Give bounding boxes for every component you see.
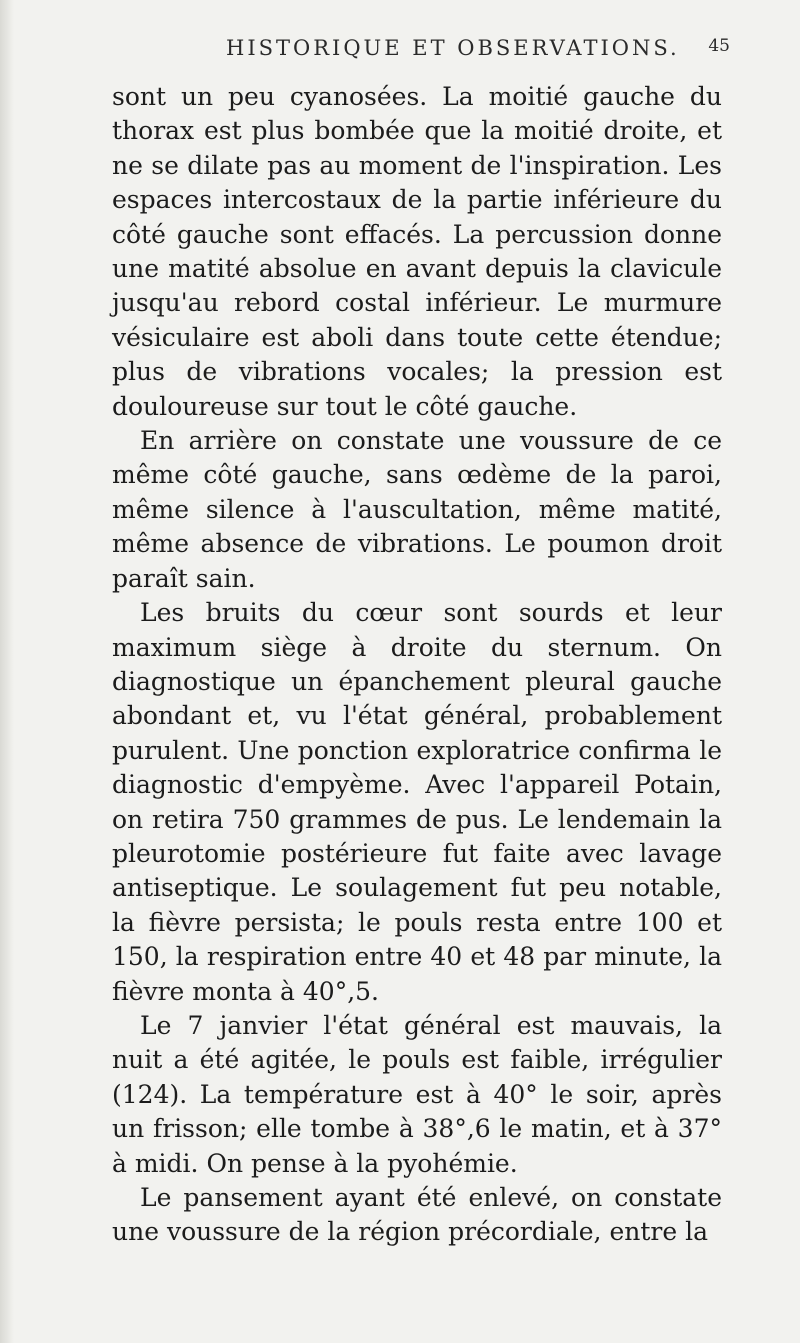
- paragraph-2: En arrière on constate une voussure de ce même côté gauche, sans œdème de la paroi, même silence à l'auscultation, même matité, même absence de vibrations. Le poumon droit paraît sain.: [112, 426, 722, 593]
- paragraph-4: Le 7 janvier l'état général est mauvais, la nuit a été agitée, le pouls est faible, irrégulier (124). La température est à 40° le soir, après un frisson; elle tombe à 38°,6 le matin, et à 37° à midi. On pense à la pyohémie.: [112, 1010, 722, 1178]
- paragraph-5: Le pansement ayant été enlevé, on constate une voussure de la région précordiale, entre la: [112, 1183, 722, 1247]
- page-gutter-shadow: [0, 0, 14, 1343]
- page-number: 45: [708, 36, 730, 56]
- paragraph-1: sont un peu cyanosées. La moitié gauche du thorax est plus bombée que la moitié droite, et ne se dilate pas au moment de l'inspiration. Les espaces intercostaux de la partie inférieure du côté gauche sont effacés. La percussion donne une matité absolue en avant depuis la clavicule jusqu'au rebord costal inférieur. Le murmure vésiculaire est aboli dans toute cette étendue; plus de vibrations vocales; la pression est douloureuse sur tout le côté gauche.: [112, 82, 722, 421]
- page-header: [160, 36, 730, 76]
- body-text: [112, 80, 722, 1250]
- running-head: HISTORIQUE ET OBSERVATIONS.: [226, 36, 680, 60]
- paragraph-3: Les bruits du cœur sont sourds et leur maximum siège à droite du sternum. On diagnostique un épanchement pleural gauche abondant et, vu l'état général, probablement purulent. Une ponction exploratrice confirma le diagnostic d'empyème. Avec l'appareil Potain, on retira 750 grammes de pus. Le lendemain la pleurotomie postérieure fut faite avec lavage antiseptique. Le soulagement fut peu notable, la fièvre persista; le pouls resta entre 100 et 150, la respiration entre 40 et 48 par minute, la fièvre monta à 40°,5.: [112, 598, 722, 1006]
